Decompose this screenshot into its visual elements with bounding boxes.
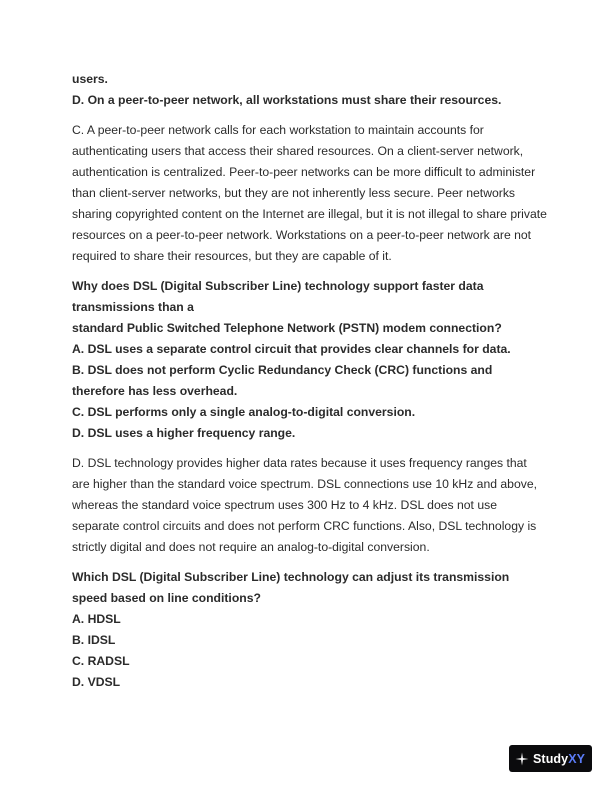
- text-line: authenticating users that access their shared resources. On a client-server network,: [72, 144, 524, 158]
- answer-option: D. On a peer-to-peer network, all workstations must share their resources.: [72, 93, 502, 107]
- text-line: strictly digital and does not require an analog-to-digital conversion.: [72, 540, 430, 554]
- text-line: users.: [72, 72, 108, 86]
- explanation-paragraph: [72, 120, 547, 267]
- text-line: required to share their resources, but they are capable of it.: [72, 249, 392, 263]
- answer-option: A. HDSL: [72, 612, 121, 626]
- answer-option: B. DSL does not perform Cyclic Redundancy Check (CRC) functions and: [72, 363, 493, 377]
- text-line: separate control circuits and does not perform CRC functions. Also, DSL technology is: [72, 519, 537, 533]
- answer-option: D. DSL uses a higher frequency range.: [72, 426, 296, 440]
- text-line: authentication is centralized. Peer-to-peer networks can be more difficult to administer: [72, 165, 536, 179]
- question-text: Why does DSL (Digital Subscriber Line) technology support faster data: [72, 279, 484, 293]
- brand-name: StudyXY: [533, 751, 586, 766]
- question-block: [72, 276, 542, 444]
- text-line: D. DSL technology provides higher data rates because it uses frequency ranges that: [72, 456, 527, 470]
- text-line: sharing copyrighted content on the Internet are illegal, but it is not illegal to share private: [72, 207, 547, 221]
- text-line: C. A peer-to-peer network calls for each workstation to maintain accounts for: [72, 123, 484, 137]
- text-line: whereas the standard voice spectrum uses 300 Hz to 4 kHz. DSL does not use: [72, 498, 497, 512]
- explanation-paragraph: [72, 453, 542, 558]
- answer-option: C. RADSL: [72, 654, 130, 668]
- studyxy-logo[interactable]: [509, 745, 592, 772]
- answer-option: therefore has less overhead.: [72, 384, 238, 398]
- answer-option: C. DSL performs only a single analog-to-digital conversion.: [72, 405, 416, 419]
- plus-sparkle-icon: [515, 752, 529, 766]
- text-line: than client-server networks, but they are not inherently less secure. Peer networks: [72, 186, 516, 200]
- text-line: are higher than the standard voice spectrum. DSL connections use 10 kHz and above,: [72, 477, 537, 491]
- question-text: Which DSL (Digital Subscriber Line) technology can adjust its transmission: [72, 570, 510, 584]
- text-line: resources on a peer-to-peer network. Workstations on a peer-to-peer network are not: [72, 228, 532, 242]
- question-text: transmissions than a: [72, 300, 194, 314]
- question-block: [72, 567, 542, 693]
- answer-option: B. IDSL: [72, 633, 116, 647]
- question-text: speed based on line conditions?: [72, 591, 261, 605]
- answer-option: D. VDSL: [72, 675, 121, 689]
- answer-option: A. DSL uses a separate control circuit that provides clear channels for data.: [72, 342, 511, 356]
- document-page: [72, 69, 547, 693]
- question-text: standard Public Switched Telephone Network (PSTN) modem connection?: [72, 321, 502, 335]
- answer-options-block: [72, 69, 542, 111]
